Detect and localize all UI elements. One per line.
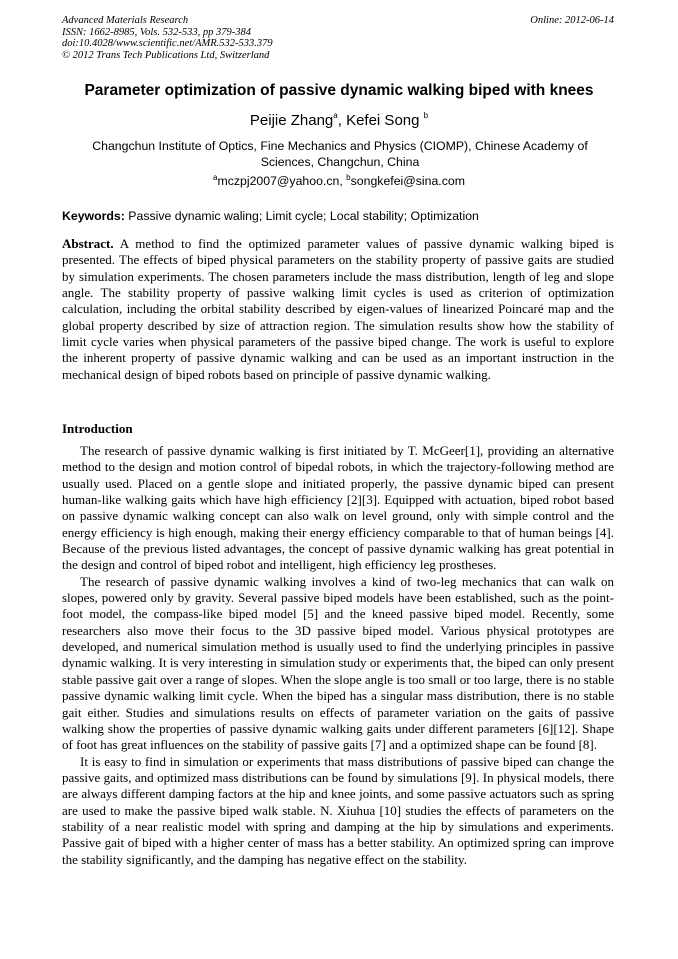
author-name: Kefei Song xyxy=(346,112,420,129)
author-name: Peijie Zhang xyxy=(249,112,334,129)
keywords xyxy=(62,209,479,223)
keywords-text: Passive dynamic waling; Limit cycle; Local stability; Optimization xyxy=(124,209,479,223)
paragraph: It is easy to find in simulation or experiments that mass distributions of passive biped can change the passive gaits, and optimized mass distributions can be found by simulations [9]. In physical models, there are always different damping factors at the hip and knee joints, and some passive actuators such as spring are used to make the passive biped walk stable. N. Xiuhua [10] studies the effects of parameters on the stability of a near realistic model with spring and damping at the hip by simulations and experiments. Passive gait of biped with a higher center of mass has a better stability. An optimized spring can improve the stability significantly, and the damping has negative effect on the stability. xyxy=(62,753,614,867)
online-date: Online: 2012-06-14 xyxy=(530,15,614,26)
email-link[interactable]: songkefei@sina.com xyxy=(350,174,465,188)
abstract-text: A method to find the optimized parameter values of passive dynamic walking biped is presented. The effects of biped physical parameters on the stability property of passive gaits are studied by simulation experiments. The chosen parameters include the mass distribution, length of leg and slope angle. The stability property of passive walking limit cycles is used as criterion of optimization calculation, including the orbital stability described by eigen-values of linearized Poincaré map and the global property described by size of attraction region. The simulation results show how the stability of limit cycle varies when physical parameters of the passive biped change. The work is useful to explore the inherent property of passive dynamic walking and can be used as an important instruction in the mechanical design of biped robots based on principle of passive dynamic walking. xyxy=(62,236,614,382)
journal-name: Advanced Materials Research xyxy=(62,15,189,26)
author-sup: a xyxy=(333,111,338,120)
author-sup: b xyxy=(423,111,429,120)
emails: $^a$mczpj2007@yahoo.cn, $^b$songkefei@sina.com xyxy=(213,173,465,188)
paragraph: The research of passive dynamic walking is first initiated by T. McGeer[1], providing an alternative method to the design and motion control of bipedal robots, in which the trajectory-following method are usually used. Placed on a gentle slope and initiated properly, the passive dynamic biped can present human-like walking gaits which have high efficiency [2][3]. Equipped with actuation, biped robot based on passive dynamic walking concept can also walk on level ground, only with simple control and the energy efficiency is high enough, making their energy efficiency comparable to that of human beings [4]. Because of the previous listed advantages, the concept of passive dynamic walking has great potential in the design and control of biped robot and intelligent, high efficiency leg prostheses. xyxy=(62,443,614,573)
section-heading: Introduction xyxy=(62,421,133,436)
affiliation: Changchun Institute of Optics, Fine Mechanics and Physics (CIOMP), Chinese Academy of Sciences, Changchun, China xyxy=(92,139,588,169)
keywords-label: Keywords: xyxy=(62,209,125,223)
copyright: © 2012 Trans Tech Publications Ltd, Switzerland xyxy=(62,49,270,61)
abstract-label: Abstract. xyxy=(62,236,114,251)
journal-header xyxy=(62,15,273,61)
abstract xyxy=(62,236,614,383)
issn: ISSN: 1662-8985, Vols. 532-533, pp 379-384 xyxy=(62,26,251,38)
doi: doi:10.4028/www.scientific.net/AMR.532-533.379 xyxy=(62,38,273,49)
paper-title: Parameter optimization of passive dynamic walking biped with knees xyxy=(84,82,594,99)
email-link[interactable]: mczpj2007@yahoo.cn xyxy=(217,174,340,188)
email-sup: b xyxy=(346,173,351,182)
authors: Peijie Zhang$^a$, Kefei Song $^b$ xyxy=(249,111,429,129)
introduction-body xyxy=(62,443,614,868)
email-sup: a xyxy=(213,173,218,182)
paragraph: The research of passive dynamic walking involves a kind of two-leg mechanics that can walk on slopes, powered only by gravity. Several passive biped models have been established, such as the point-foot model, the compass-like biped model [5] and the kneed passive biped model. Recently, some researchers also move their focus to the 3D passive biped model. Various physical prototypes are developed, and numerical simulation method is usually used to find the underlying principles in passive dynamic walking. It is very interesting in simulation study or experiments that, the biped can only present stable passive gait over a range of slopes. When the slope angle is too small or too large, there is no stable passive dynamic walking limit cycle. When the biped has a singular mass distribution, there is no stable gait either. Studies and simulations results on effects of parameter variation on the gaits of passive walking show the properties of passive dynamic walking gaits under different parameters [6][12]. Shape of foot has great influences on the stability of passive gaits [7] and a optimized shape can be found [8]. xyxy=(62,573,614,753)
